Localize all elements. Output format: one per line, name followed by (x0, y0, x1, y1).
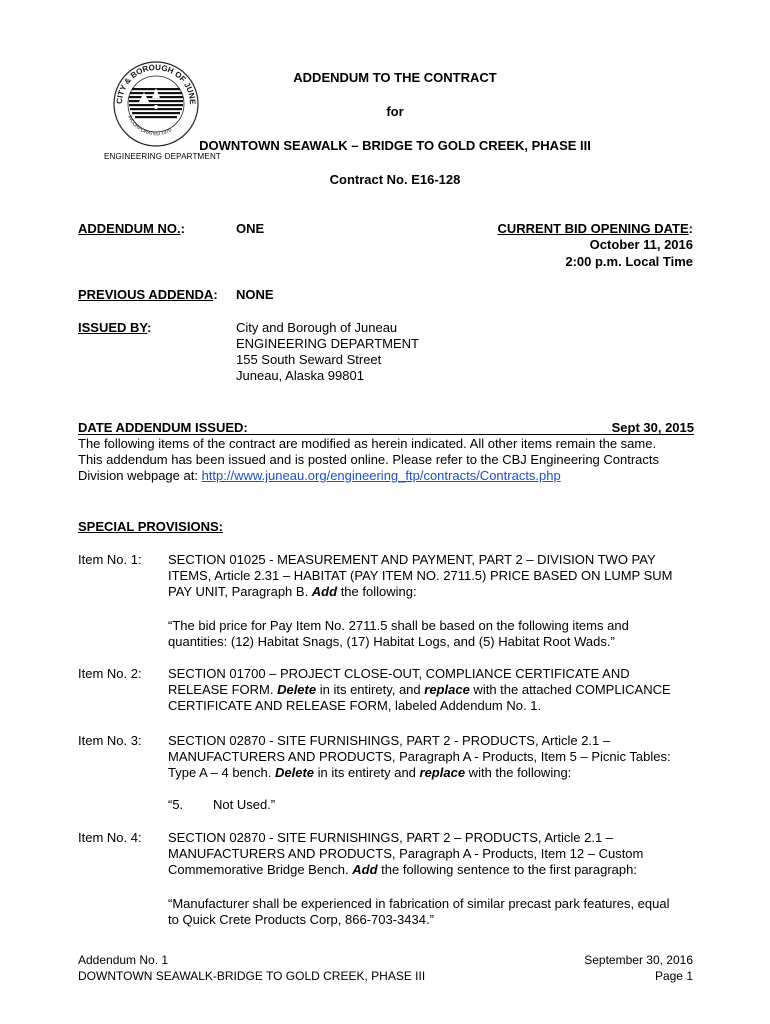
department-label: ENGINEERING DEPARTMENT (104, 152, 222, 161)
item-4-text: SECTION 02870 - SITE FURNISHINGS, PART 2 – PRODUCTS, Article 2.1 – MANUFACTURERS AND PRODUCTS, Paragraph A - Products, Item 12 – Custom Commemorative Bridge Bench. Add the following sentence to the first paragraph: (168, 830, 644, 877)
date-issued-label: DATE ADDENDUM ISSUED: (78, 420, 248, 435)
intro-line: This addendum has been issued and is posted online. Please refer to the CBJ Engineering Contracts (78, 452, 660, 467)
address-line: ENGINEERING DEPARTMENT (236, 336, 419, 351)
bid-opening-date: October 11, 2016 (589, 237, 693, 252)
item-2-label: Item No. 2: (78, 666, 142, 681)
issued-by-address (236, 320, 419, 384)
contract-number: Contract No. E16-128 (329, 172, 461, 187)
intro-paragraph (78, 436, 698, 484)
previous-addenda-value: NONE (236, 287, 274, 302)
date-issued-value: Sept 30, 2015 (611, 420, 694, 435)
page-number: Page 1 (654, 969, 693, 983)
item-2-text: SECTION 01700 – PROJECT CLOSE-OUT, COMPLIANCE CERTIFICATE AND RELEASE FORM. Delete in its entirety, and replace with the attached COMPLICANCE CERTIFICATE AND RELEASE FORM, labeled Addendum No. 1. (168, 666, 671, 713)
addendum-no-value: ONE (236, 221, 265, 236)
item-4-quote: “Manufacturer shall be experienced in fabrication of similar precast park features, equal to Quick Crete Products Corp, 866-703-3434.” (168, 896, 670, 927)
issued-by-label: ISSUED BY: (78, 320, 152, 335)
address-line: Juneau, Alaska 99801 (236, 368, 364, 383)
item-4-label: Item No. 4: (78, 830, 142, 845)
previous-addenda-label: PREVIOUS ADDENDA: (78, 287, 218, 302)
item-3-text: SECTION 02870 - SITE FURNISHINGS, PART 2 - PRODUCTS, Article 2.1 – MANUFACTURERS AND PRODUCTS, Paragraph A - Products, Item 5 – Picnic Tables: Type A – 4 bench. Delete in its entirety and replace with the following: (168, 733, 671, 780)
bid-opening-label: CURRENT BID OPENING DATE: (497, 221, 693, 236)
contracts-webpage-link[interactable]: http://www.juneau.org/engineering_ftp/contracts/Contracts.php (201, 468, 561, 483)
footer-left: Addendum No. 1 DOWNTOWN SEAWALK-BRIDGE TO GOLD CREEK, PHASE III (78, 953, 426, 983)
item-3-quote-text: Not Used.” (213, 797, 276, 812)
item-1-text: SECTION 01025 - MEASUREMENT AND PAYMENT, PART 2 – DIVISION TWO PAY ITEMS, Article 2.31 – HABITAT (PAY ITEM NO. 2711.5) PRICE BASED ON LUMP SUM PAY UNIT, Paragraph B. Add the following: (168, 552, 673, 599)
special-provisions-heading: SPECIAL PROVISIONS: (78, 519, 223, 534)
bid-opening-time: 2:00 p.m. Local Time (565, 254, 693, 269)
intro-line: Division webpage at: http://www.juneau.org/engineering_ftp/contracts/Contracts.php (78, 468, 561, 483)
address-line: 155 South Seward Street (236, 352, 382, 367)
seal-text: CITY & BOROUGH OF JUNE (114, 62, 198, 105)
address-line: City and Borough of Juneau (236, 320, 398, 335)
seal-bottom-text: INCORPORATED 1970 (126, 114, 173, 138)
item-3-quote-number: “5. (168, 797, 184, 812)
intro-line: The following items of the contract are modified as herein indicated. All other items remain the same. (78, 436, 657, 451)
item-1-label: Item No. 1: (78, 552, 142, 567)
item-3-label: Item No. 3: (78, 733, 142, 748)
document-title: ADDENDUM TO THE CONTRACT (293, 70, 497, 85)
project-name: DOWNTOWN SEAWALK – BRIDGE TO GOLD CREEK, PHASE III (199, 138, 591, 153)
item-1-quote: “The bid price for Pay Item No. 2711.5 shall be based on the following items and quantities: (12) Habitat Snags, (17) Habitat Logs, and (5) Habitat Root Wads.” (168, 618, 629, 649)
cbj-seal-logo (110, 58, 202, 150)
date-issued-row (78, 420, 694, 436)
title-for: for (386, 104, 404, 119)
svg-text:CITY & BOROUGH OF JUNEAU (110, 58, 197, 105)
addendum-no-label: ADDENDUM NO.: (78, 221, 185, 236)
footer-right: September 30, 2016 Page 1 (584, 953, 693, 983)
